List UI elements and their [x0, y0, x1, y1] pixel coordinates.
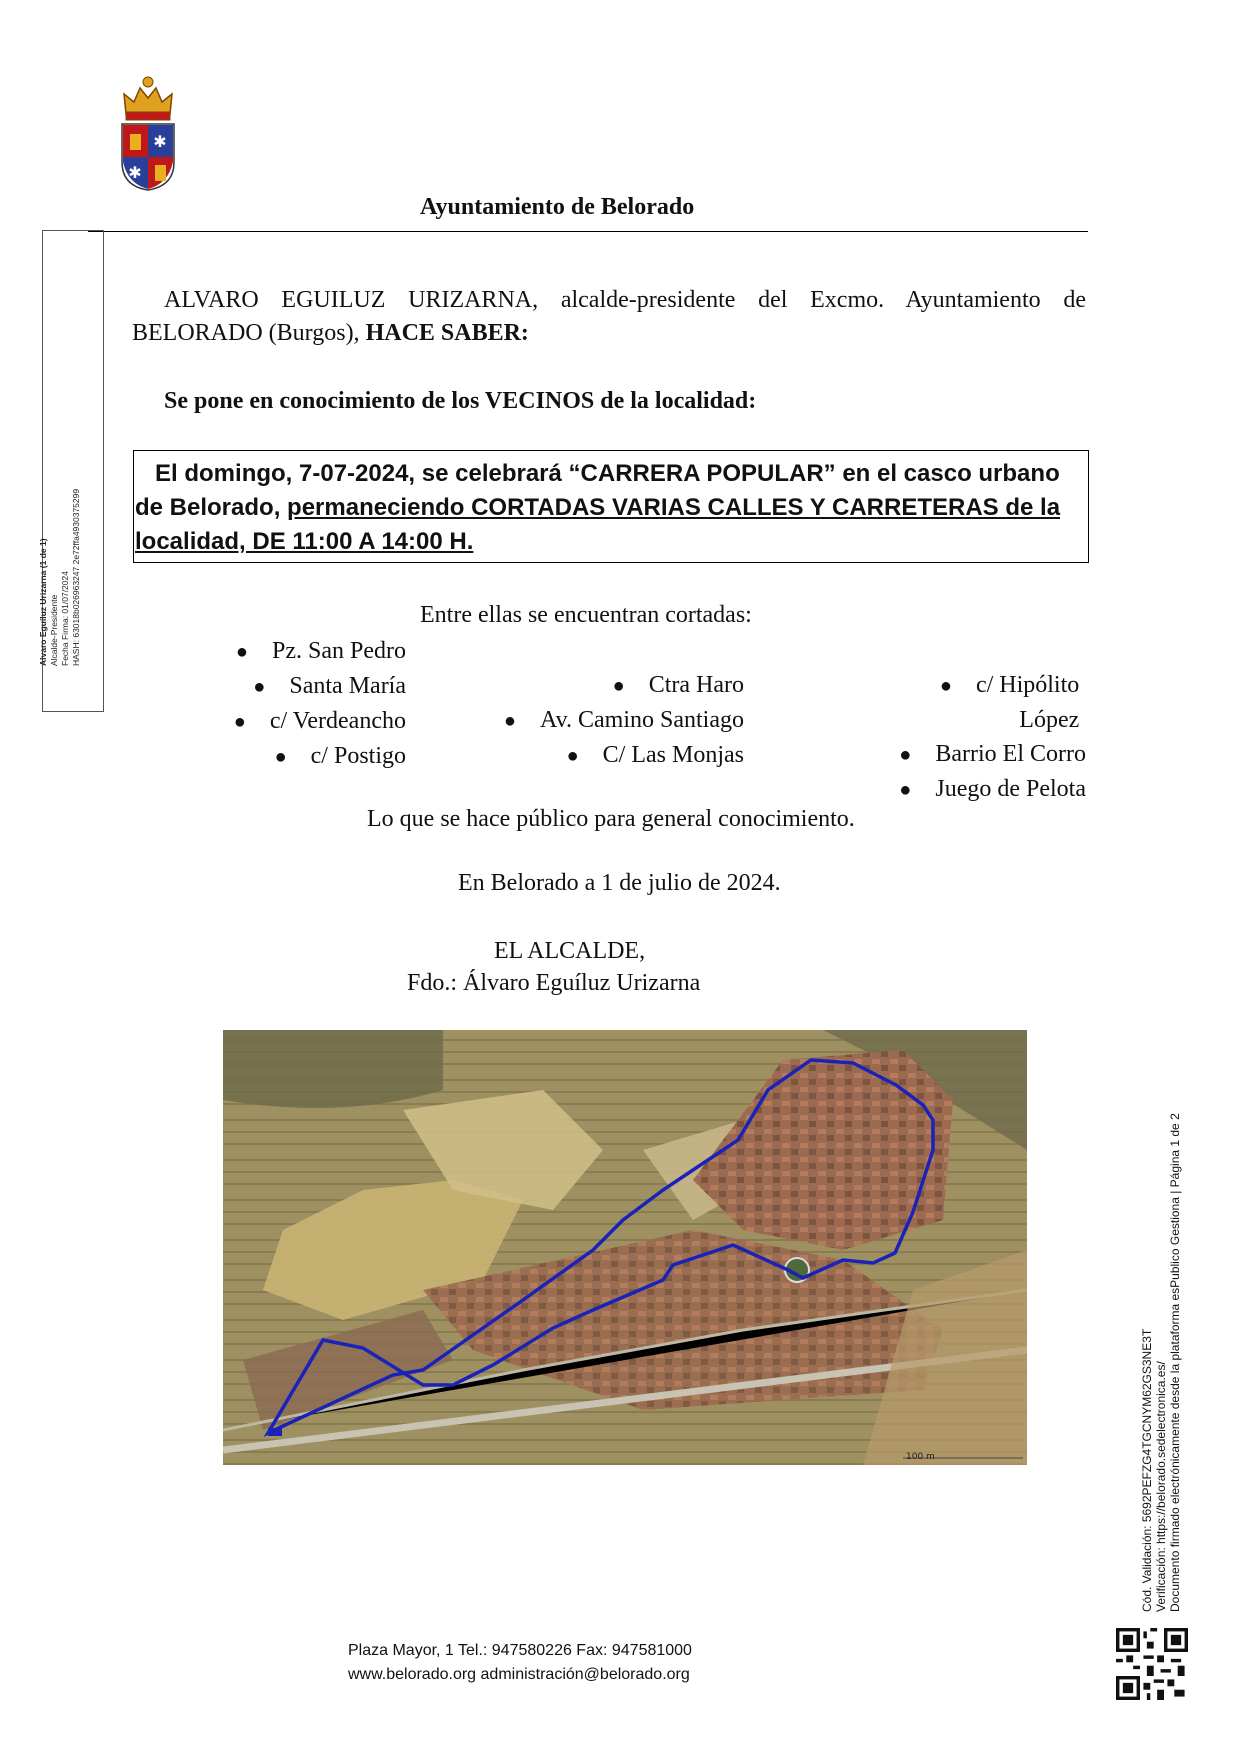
footer-contact: www.belorado.org administración@belorado.org [348, 1666, 690, 1683]
qr-code-icon [1116, 1628, 1188, 1700]
list-item: ● c/ Verdeancho [233, 708, 406, 734]
list-intro: Entre ellas se encuentran cortadas: [420, 602, 752, 628]
list-item: ● Santa María [253, 673, 406, 699]
street-list-column-2 [504, 668, 744, 773]
list-item: ● c/ Postigo [274, 743, 406, 769]
list-item: ● Av. Camino Santiago [503, 707, 744, 733]
notice-box [133, 450, 1089, 563]
route-map [223, 1030, 1027, 1465]
list-item: ● C/ Las Monjas [566, 742, 744, 768]
signature-date: Fecha Firma: 01/07/2024 [60, 571, 70, 666]
signature-hash: HASH: 63018b026963247 2e72ffa4930375299 [71, 488, 81, 666]
signature-stamp [38, 230, 104, 712]
verification-url: Verificación: https://belorado.sedelectronica.es/ [1154, 1361, 1168, 1612]
lead-sentence: Se pone en conocimiento de los VECINOS de la localidad: [164, 388, 757, 414]
signature-name: Fdo.: Álvaro Eguíluz Urizarna [407, 970, 701, 996]
street-list-column-3 [899, 668, 1086, 807]
intro-paragraph [132, 284, 1086, 350]
list-item: ● Pz. San Pedro [235, 638, 406, 664]
intro-text: ALVARO EGUILUZ URIZARNA, alcalde-presidente del Excmo. Ayuntamiento de BELORADO (Burgos), [132, 287, 1086, 346]
signature-platform-note: Documento firmado electrónicamente desde la plataforma esPublico Gestiona | Página 1 de 2 [1168, 1113, 1182, 1612]
footer-address: Plaza Mayor, 1 Tel.: 947580226 Fax: 947581000 [348, 1642, 692, 1659]
signer-role: Alcalde-Presidente [49, 594, 59, 666]
list-item: ● c/ Hipólito López [939, 672, 1080, 733]
notice-underlined: permaneciendo CORTADAS VARIAS CALLES Y CARRETERAS de la localidad, DE 11:00 A 14:00 H. [135, 494, 1061, 555]
signer-name: Alvaro Eguíluz Urizarna (1 de 1) [38, 538, 48, 666]
validation-strip [1140, 1090, 1241, 1612]
list-item: ● Ctra Haro [612, 672, 744, 698]
coat-of-arms-icon [118, 74, 178, 192]
svg-text:✱: ✱ [128, 163, 142, 182]
svg-text:✱: ✱ [153, 132, 167, 151]
street-list-column-1 [234, 634, 406, 774]
organization-name: Ayuntamiento de Belorado [420, 194, 695, 220]
header-divider [88, 231, 1088, 232]
map-scale-label: 100 m [906, 1452, 935, 1462]
signature-title: EL ALCALDE, [494, 938, 646, 964]
place-date: En Belorado a 1 de julio de 2024. [458, 870, 781, 896]
intro-bold: HACE SABER: [365, 320, 529, 346]
closing-sentence: Lo que se hace público para general conocimiento. [367, 806, 855, 832]
list-item: ● Juego de Pelota [899, 776, 1086, 802]
validation-code: Cód. Validación: 5692PEFZG4TGCNYM62GS3NE3T [1140, 1328, 1154, 1612]
notice-text: El domingo, 7-07-2024, se celebrará “CARRERA POPULAR” en el casco urbano de Belorado, [135, 460, 1060, 521]
list-item: ● Barrio El Corro [899, 741, 1086, 767]
